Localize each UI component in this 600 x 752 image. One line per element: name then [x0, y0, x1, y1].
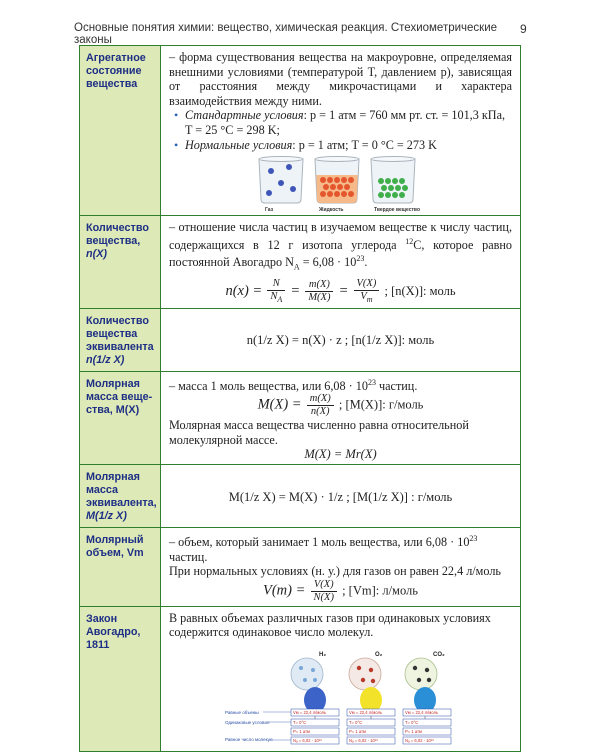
molecule-count-value: Nₐ = 6,02 · 10²³: [405, 738, 434, 744]
term-label: Молярная: [86, 377, 140, 390]
amount-formula: n(x) = $\frac{N}{N_A}$ = $\frac{m(X)}{M(X)}$ = $\frac{V(X)}{V_m}$ ; [n(X)]: моль: [225, 277, 456, 304]
liquid-label: Жидкость: [319, 207, 344, 214]
fraction: [267, 278, 285, 306]
term-cell: [80, 371, 161, 464]
definition-cell: [161, 216, 521, 308]
table-row: [80, 606, 521, 751]
molar-mass-formula: [169, 393, 512, 418]
table-row: [80, 465, 521, 528]
equal-molecules-label: Равное число молекул: [225, 737, 273, 743]
term-cell: [80, 465, 161, 528]
gas-beaker-icon: [259, 157, 303, 204]
term-label: эквивалента,: [86, 497, 157, 510]
formula-units: ; [Vm]: л/моль: [342, 583, 418, 598]
power-superscript: 23: [367, 377, 376, 387]
volume-value: Vм = 22,4 л/моль: [349, 710, 383, 716]
term-label: 1811: [86, 638, 110, 651]
term-label: ства, M(X): [86, 403, 140, 416]
temperature-value: T= 0°C: [405, 720, 419, 726]
term-label: Закон: [86, 612, 118, 625]
std-conditions-text-2: T = 25 °C = 298 K;: [185, 122, 280, 137]
definition-cell: [161, 46, 521, 216]
volume-value: Vм = 22,4 л/моль: [293, 710, 327, 716]
norm-conditions-label: Нормальные условия: [185, 137, 293, 152]
list-item: [185, 138, 512, 153]
formula-units: ; [n(X)]: моль: [384, 283, 456, 298]
term-cell: [80, 528, 161, 607]
molecule-count-value: Nₐ = 6,02 · 10²³: [293, 738, 322, 744]
temperature-value: T= 0°C: [349, 720, 363, 726]
molar-mass-mr-formula: M(X) = Mr(X): [304, 447, 377, 462]
table-row: [80, 371, 521, 464]
table-row: [80, 46, 521, 216]
term-label: Количество: [86, 222, 149, 235]
definition-text-part: – масса 1 моль вещества, или 6,08 · 10: [169, 378, 368, 393]
term-label: Количество: [86, 314, 149, 327]
definition-text: Молярная масса вещества численно равна относительной молекулярной массе.: [169, 418, 469, 447]
definition-text: При нормальных условиях (н. у.) для газов он равен 22,4 л/моль: [169, 564, 501, 579]
definition-cell: [161, 465, 521, 528]
equiv-molar-mass-formula: M(1/z X) = M(X) · 1/z ; [M(1/z X)] : г/моль: [228, 489, 453, 504]
fraction-denominator: M(X): [308, 292, 331, 304]
same-conditions-label: Одинаковые условия: [225, 720, 270, 726]
formula-lhs: n(x) =: [225, 282, 263, 299]
term-label: вещества: [86, 78, 138, 90]
term-label: вещества: [86, 327, 138, 340]
norm-conditions-text: : p = 1 атм; T = 0 °C = 273 K: [292, 137, 437, 152]
equal-volumes-label: Равные объемы: [225, 710, 259, 716]
temperature-value: T= 0°C: [293, 720, 307, 726]
definition-cell: [161, 308, 521, 371]
term-label: масса: [86, 484, 118, 497]
fraction: [305, 279, 333, 304]
term-cell: [80, 216, 161, 308]
equiv-formula: n(1/z X) = n(X) · z ; [n(1/z X)]: моль: [246, 333, 435, 348]
fraction: [307, 393, 334, 418]
pressure-value: P= 1 атм: [405, 729, 422, 735]
page-number: 9: [520, 22, 527, 36]
std-conditions-text: : p = 1 атм = 760 мм рт. ст. = 101,3 кПа,: [303, 108, 506, 123]
formula-units: ; [M(X)]: г/моль: [338, 397, 424, 412]
term-label: вещества,: [86, 235, 141, 248]
formula-lhs: M(X) =: [257, 396, 302, 413]
volume-value: Vм = 22,4 л/моль: [405, 710, 439, 716]
term-label: n(1/z X): [86, 353, 125, 366]
isotope-superscript: 12: [405, 236, 414, 246]
definition-text-part: – отношение числа частиц в изучаемом веществе к числу частиц, содержащихся в 12 г изотопа углерода: [169, 220, 512, 252]
fraction-numerator: m(X): [305, 279, 333, 292]
term-label: объем, Vm: [86, 547, 144, 560]
definition-text: [169, 220, 512, 275]
definition-text: В равных объемах различных газов при одинаковых условиях содержится одинаковое число молекул.: [169, 610, 491, 640]
fraction-denominator-text: N: [270, 290, 278, 302]
definition-text: [169, 376, 512, 394]
term-label: масса веще-: [86, 390, 153, 403]
avogadro-subscript: A: [293, 262, 300, 272]
term-label: эквивалента: [86, 340, 154, 353]
definitions-table: [79, 45, 521, 752]
table-row: [80, 216, 521, 308]
definition-text-part: – объем, который занимает 1 моль вещества, или 6,08 · 10: [169, 535, 470, 550]
fraction-denominator: [354, 291, 380, 306]
definition-text-part: частиц.: [375, 378, 418, 393]
fraction-numerator: V(X): [311, 579, 337, 592]
fraction-numerator: V(X): [354, 278, 380, 291]
avogadro-balloons-figure: [225, 644, 465, 748]
power-superscript: 23: [469, 534, 478, 544]
term-label: n(X): [86, 248, 107, 261]
fraction: [311, 579, 337, 604]
term-cell: [80, 308, 161, 371]
solid-label: Твердое вещество: [374, 207, 420, 214]
solid-beaker-icon: [371, 157, 415, 204]
molar-volume-formula: [169, 579, 512, 604]
table-row: [80, 528, 521, 607]
definition-text-part: = 6,08 · 10: [299, 255, 357, 270]
table-row: [80, 308, 521, 371]
conditions-list: [169, 108, 512, 152]
pressure-value: P= 1 атм: [293, 729, 310, 735]
pressure-value: P= 1 атм: [349, 729, 366, 735]
states-of-matter-figure: [251, 155, 431, 213]
molecule-count-value: Nₐ = 6,02 · 10²³: [349, 738, 378, 744]
formula-lhs: V(m) =: [263, 582, 306, 599]
definition-text: [169, 532, 512, 564]
fraction-denominator: N(X): [313, 591, 334, 603]
o2-label: O₂: [375, 652, 383, 659]
fraction-denominator-text: V: [360, 290, 367, 302]
term-label: Молярный: [86, 534, 144, 547]
fraction-denominator: [267, 291, 285, 306]
term-label: состояние: [86, 65, 142, 77]
definition-text-part: .: [364, 255, 368, 270]
term-cell: [80, 46, 161, 216]
definition-cell: [161, 528, 521, 607]
term-label: Молярная: [86, 471, 140, 484]
power-superscript: 23: [356, 254, 365, 264]
fraction-numerator: m(X): [307, 393, 334, 406]
gas-label: Газ: [265, 207, 274, 214]
definition-cell: [161, 606, 521, 751]
fraction-denominator-sub: A: [277, 294, 283, 304]
term-label: M(1/z X): [86, 510, 127, 523]
definition-cell: [161, 371, 521, 464]
fraction-numerator: N: [267, 278, 285, 291]
h2-label: H₂: [319, 652, 326, 659]
fraction-denominator: n(X): [310, 406, 330, 418]
fraction: [354, 278, 380, 306]
list-item: [185, 108, 512, 137]
definition-text: – форма существования вещества на макроуровне, определяемая внешними условиями (температурой T, давлением p), зависящая от расстояния между микрочастицами и характера взаимодействия между ними.: [169, 50, 512, 108]
running-header: Основные понятия химии: вещество, химическая реакция. Стехиометрические законы: [74, 22, 498, 46]
term-cell: [80, 606, 161, 751]
liquid-beaker-icon: [315, 157, 359, 204]
fraction-denominator-sub: m: [366, 294, 373, 304]
term-label: Агрегатное: [86, 52, 146, 64]
definition-text-part: частиц.: [169, 549, 208, 564]
term-label: Авогадро,: [86, 625, 141, 638]
std-conditions-label: Стандартные условия: [185, 108, 304, 123]
definition-text-part: C, которое равно постоянной Авогадро N: [169, 237, 512, 270]
co2-label: CO₂: [433, 652, 445, 659]
